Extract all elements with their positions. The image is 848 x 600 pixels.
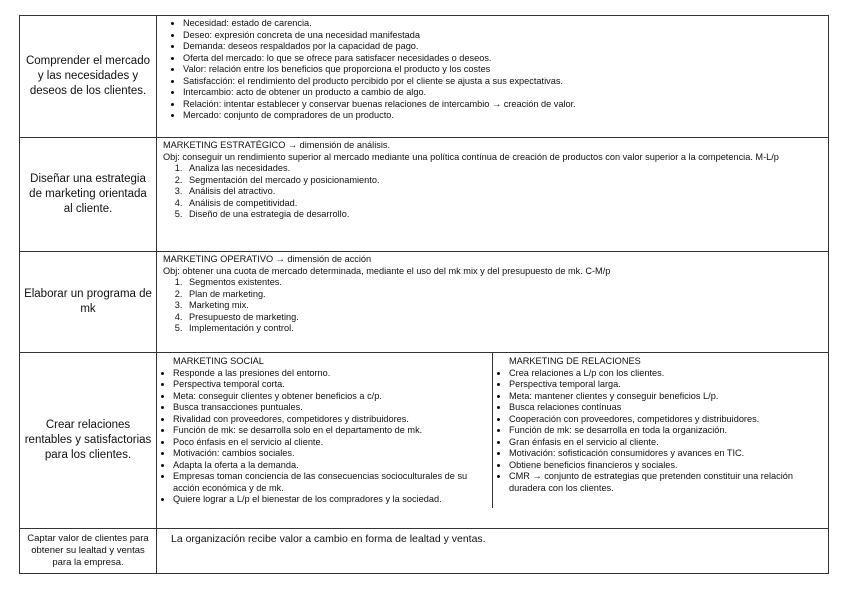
table-row <box>20 252 829 353</box>
relationship-marketing-list <box>497 368 824 495</box>
list-item: • Valor: relación entre los beneficios que proporciona el producto y los costes <box>183 64 824 76</box>
list-item: 5. Diseño de una estrategia de desarrollo. <box>185 209 824 221</box>
steps-list <box>163 163 824 221</box>
list-item: • Quiere lograr a L/p el bienestar de los compradores y la sociedad. <box>173 494 488 506</box>
objective-text: Obj: obtener una cuota de mercado determinada, mediante el uso del mk mix y del presupuesto de mk. C-M/p <box>163 265 611 276</box>
list-item: 3. Marketing mix. <box>185 300 824 312</box>
concepts-list <box>163 18 824 122</box>
list-item: 3. Análisis del atractivo. <box>185 186 824 198</box>
list-item: • Perspectiva temporal larga. <box>509 379 824 391</box>
list-item: • Oferta del mercado: lo que se ofrece para satisfacer necesidades o deseos. <box>183 53 824 65</box>
list-item: • Empresas toman conciencia de las consecuencias socioculturales de su acción económica y de mk. <box>173 471 488 494</box>
list-item: 1. Analiza las necesidades. <box>185 163 824 175</box>
list-item: 2. Plan de marketing. <box>185 289 824 301</box>
social-marketing-list <box>161 368 488 506</box>
section-heading: MARKETING SOCIAL <box>173 356 264 366</box>
row-content: La organización recibe valor a cambio en forma de lealtad y ventas. <box>157 529 829 574</box>
row-label: Crear relaciones rentables y satisfactorias para los clientes. <box>20 353 157 529</box>
list-item: • Adapta la oferta a la demanda. <box>173 460 488 472</box>
list-item: • Crea relaciones a L/p con los clientes. <box>509 368 824 380</box>
section-heading: MARKETING DE RELACIONES <box>509 356 641 366</box>
list-item: • CMR → conjunto de estrategias que pretenden constituir una relación duradera con los clientes. <box>509 471 824 494</box>
marketing-process-table <box>19 15 829 574</box>
row-label: Captar valor de clientes para obtener su lealtad y ventas para la empresa. <box>20 529 157 574</box>
list-item: • Mercado: conjunto de compradores de un producto. <box>183 110 824 122</box>
section-heading: MARKETING OPERATIVO → dimensión de acción <box>163 254 372 264</box>
objective-text: Obj: conseguir un rendimiento superior al mercado mediante una política contínua de creación de productos con valor superior a la competencia. M-L/p <box>163 151 779 162</box>
row-label: Diseñar una estrategia de marketing orientada al cliente. <box>20 138 157 252</box>
list-item: • Satisfacción: el rendimiento del producto percibido por el cliente se ajusta a sus expectativas. <box>183 76 824 88</box>
table-row <box>20 353 829 529</box>
list-item: • Función de mk: se desarrolla en toda la organización. <box>509 425 824 437</box>
table-row <box>20 16 829 138</box>
section-heading: MARKETING ESTRATÉGICO → dimensión de análisis. <box>163 140 391 150</box>
social-marketing-column <box>157 353 492 508</box>
row-content <box>157 138 829 252</box>
list-item: 5. Implementación y control. <box>185 323 824 335</box>
relationship-marketing-column <box>492 353 828 508</box>
list-item: • Intercambio: acto de obtener un producto a cambio de algo. <box>183 87 824 99</box>
list-item: 4. Análisis de competitividad. <box>185 198 824 210</box>
list-item: • Motivación: sofisticación consumidores y avances en TIC. <box>509 448 824 460</box>
list-item: • Necesidad: estado de carencia. <box>183 18 824 30</box>
list-item: 1. Segmentos existentes. <box>185 277 824 289</box>
list-item: • Responde a las presiones del entorno. <box>173 368 488 380</box>
list-item: • Demanda: deseos respaldados por la capacidad de pago. <box>183 41 824 53</box>
row-label: Elaborar un programa de mk <box>20 252 157 353</box>
list-item: • Busca transacciones puntuales. <box>173 402 488 414</box>
row-content <box>157 252 829 353</box>
row-content <box>157 16 829 138</box>
list-item: • Perspectiva temporal corta. <box>173 379 488 391</box>
list-item: • Meta: mantener clientes y conseguir beneficios L/p. <box>509 391 824 403</box>
table-row <box>20 529 829 574</box>
list-item: • Rivalidad con proveedores, competidores y distribuidores. <box>173 414 488 426</box>
table-row <box>20 138 829 252</box>
list-item: • Función de mk: se desarrolla solo en el departamento de mk. <box>173 425 488 437</box>
list-item: 4. Presupuesto de marketing. <box>185 312 824 324</box>
steps-list <box>163 277 824 335</box>
list-item: • Busca relaciones contínuas <box>509 402 824 414</box>
list-item: • Gran énfasis en el servicio al cliente. <box>509 437 824 449</box>
comparison-columns <box>157 353 828 508</box>
list-item: • Obtiene beneficios financieros y sociales. <box>509 460 824 472</box>
row-content <box>157 353 829 529</box>
list-item: • Poco énfasis en el servicio al cliente. <box>173 437 488 449</box>
list-item: • Deseo: expresión concreta de una necesidad manifestada <box>183 30 824 42</box>
list-item: • Motivación: cambios sociales. <box>173 448 488 460</box>
list-item: • Meta: conseguir clientes y obtener beneficios a c/p. <box>173 391 488 403</box>
list-item: 2. Segmentación del mercado y posicionamiento. <box>185 175 824 187</box>
list-item: • Relación: intentar establecer y conservar buenas relaciones de intercambio → creación de valor. <box>183 99 824 111</box>
list-item: • Cooperación con proveedores, competidores y distribuidores. <box>509 414 824 426</box>
row-label: Comprender el mercado y las necesidades y deseos de los clientes. <box>20 16 157 138</box>
